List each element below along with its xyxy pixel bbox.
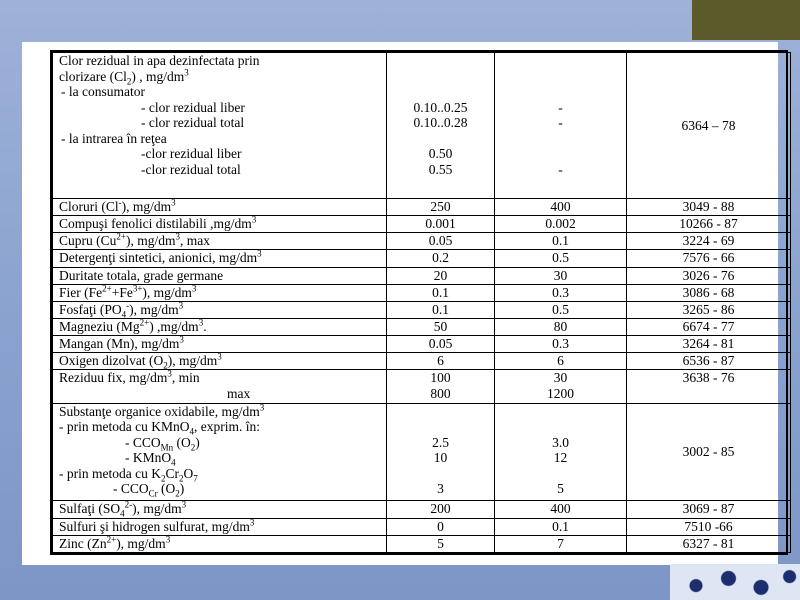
wave-logo-decoration: [670, 564, 800, 600]
table-row: Sulfuri şi hidrogen sulfurat, $mg/dm^3$ 0 0.1 7510 -66: [53, 518, 791, 535]
table-row: Compuşi fenolici distilabili $,mg/dm^3$ 0.001 0.002 10266 - 87: [53, 216, 791, 233]
table-row: Oxigen dizolvat $(O_2)$, $mg/dm^3$ 6 6 6536 - 87: [53, 353, 791, 370]
table-row: Cloruri (Cl-), $mg/dm^3$ 250 400 3049 - 88: [53, 199, 791, 216]
table-row: Sulfaţi $(SO_4^{2-})$, $mg/dm^3$ 200 400 3069 - 87: [53, 501, 791, 518]
table-row: Detergenţi sintetici, anionici, $mg/dm^3$ 0.2 0.5 7576 - 66: [53, 250, 791, 267]
value-cell: - - -: [495, 53, 627, 199]
table-row: Fier $(Fe^{2+}+Fe^{3+})$, $mg/dm^3$ 0.1 0.3 3086 - 68: [53, 284, 791, 301]
value-cell: 0.10..0.25 0.10..0.28 0.50 0.55: [387, 53, 495, 199]
table-row: Fosfaţi $(PO_4^-)$, $mg/dm^3$ 0.1 0.5 3265 - 86: [53, 301, 791, 318]
table-row: Cupru $(Cu^{2+})$, $mg/dm^3$, max 0.05 0.1 3224 - 69: [53, 233, 791, 250]
table-row: Zinc $(Zn^{2+})$, $mg/dm^3$ 5 7 6327 - 81: [53, 535, 791, 552]
table-row: Reziduu fix, $mg/dm^3$, min max 100 800 30 1200 3638 - 76: [53, 370, 791, 403]
table-row: [53, 53, 791, 199]
table-row: Mangan (Mn), $mg/dm^3$ 0.05 0.3 3264 - 81: [53, 336, 791, 353]
table-row: Magneziu $(Mg^{2+})$ $,mg/dm^3$. 50 80 6674 - 77: [53, 318, 791, 335]
table-row: Duritate totala, grade germane 20 30 3026 - 76: [53, 267, 791, 284]
corner-decoration: [692, 0, 800, 40]
table-row: Substanţe organice oxidabile, $mg/dm^3$ - prin metoda cu KMnO$_4$, exprim. în: - $CCO_{Mn}$ $(O_2)$ - KMnO$_4$ - prin metoda cu $K_2Cr_2O_7$ - $CCO_{Cr}$ $(O_2)$ 2.5 10 3 3.0 12 5 3002 - 85: [53, 403, 791, 501]
parameter-cell: Clor rezidual in apa dezinfectata prin clorizare $(Cl_2)$ , $mg/dm^3$ - la consumator - clor rezidual liber - clor rezidual total - la intrarea în reţea -clor rezidual liber -clor rezidual total: [53, 53, 387, 199]
slide-panel: [22, 42, 778, 565]
water-quality-table: [50, 50, 788, 555]
standard-cell: 6364 – 78: [627, 53, 791, 199]
